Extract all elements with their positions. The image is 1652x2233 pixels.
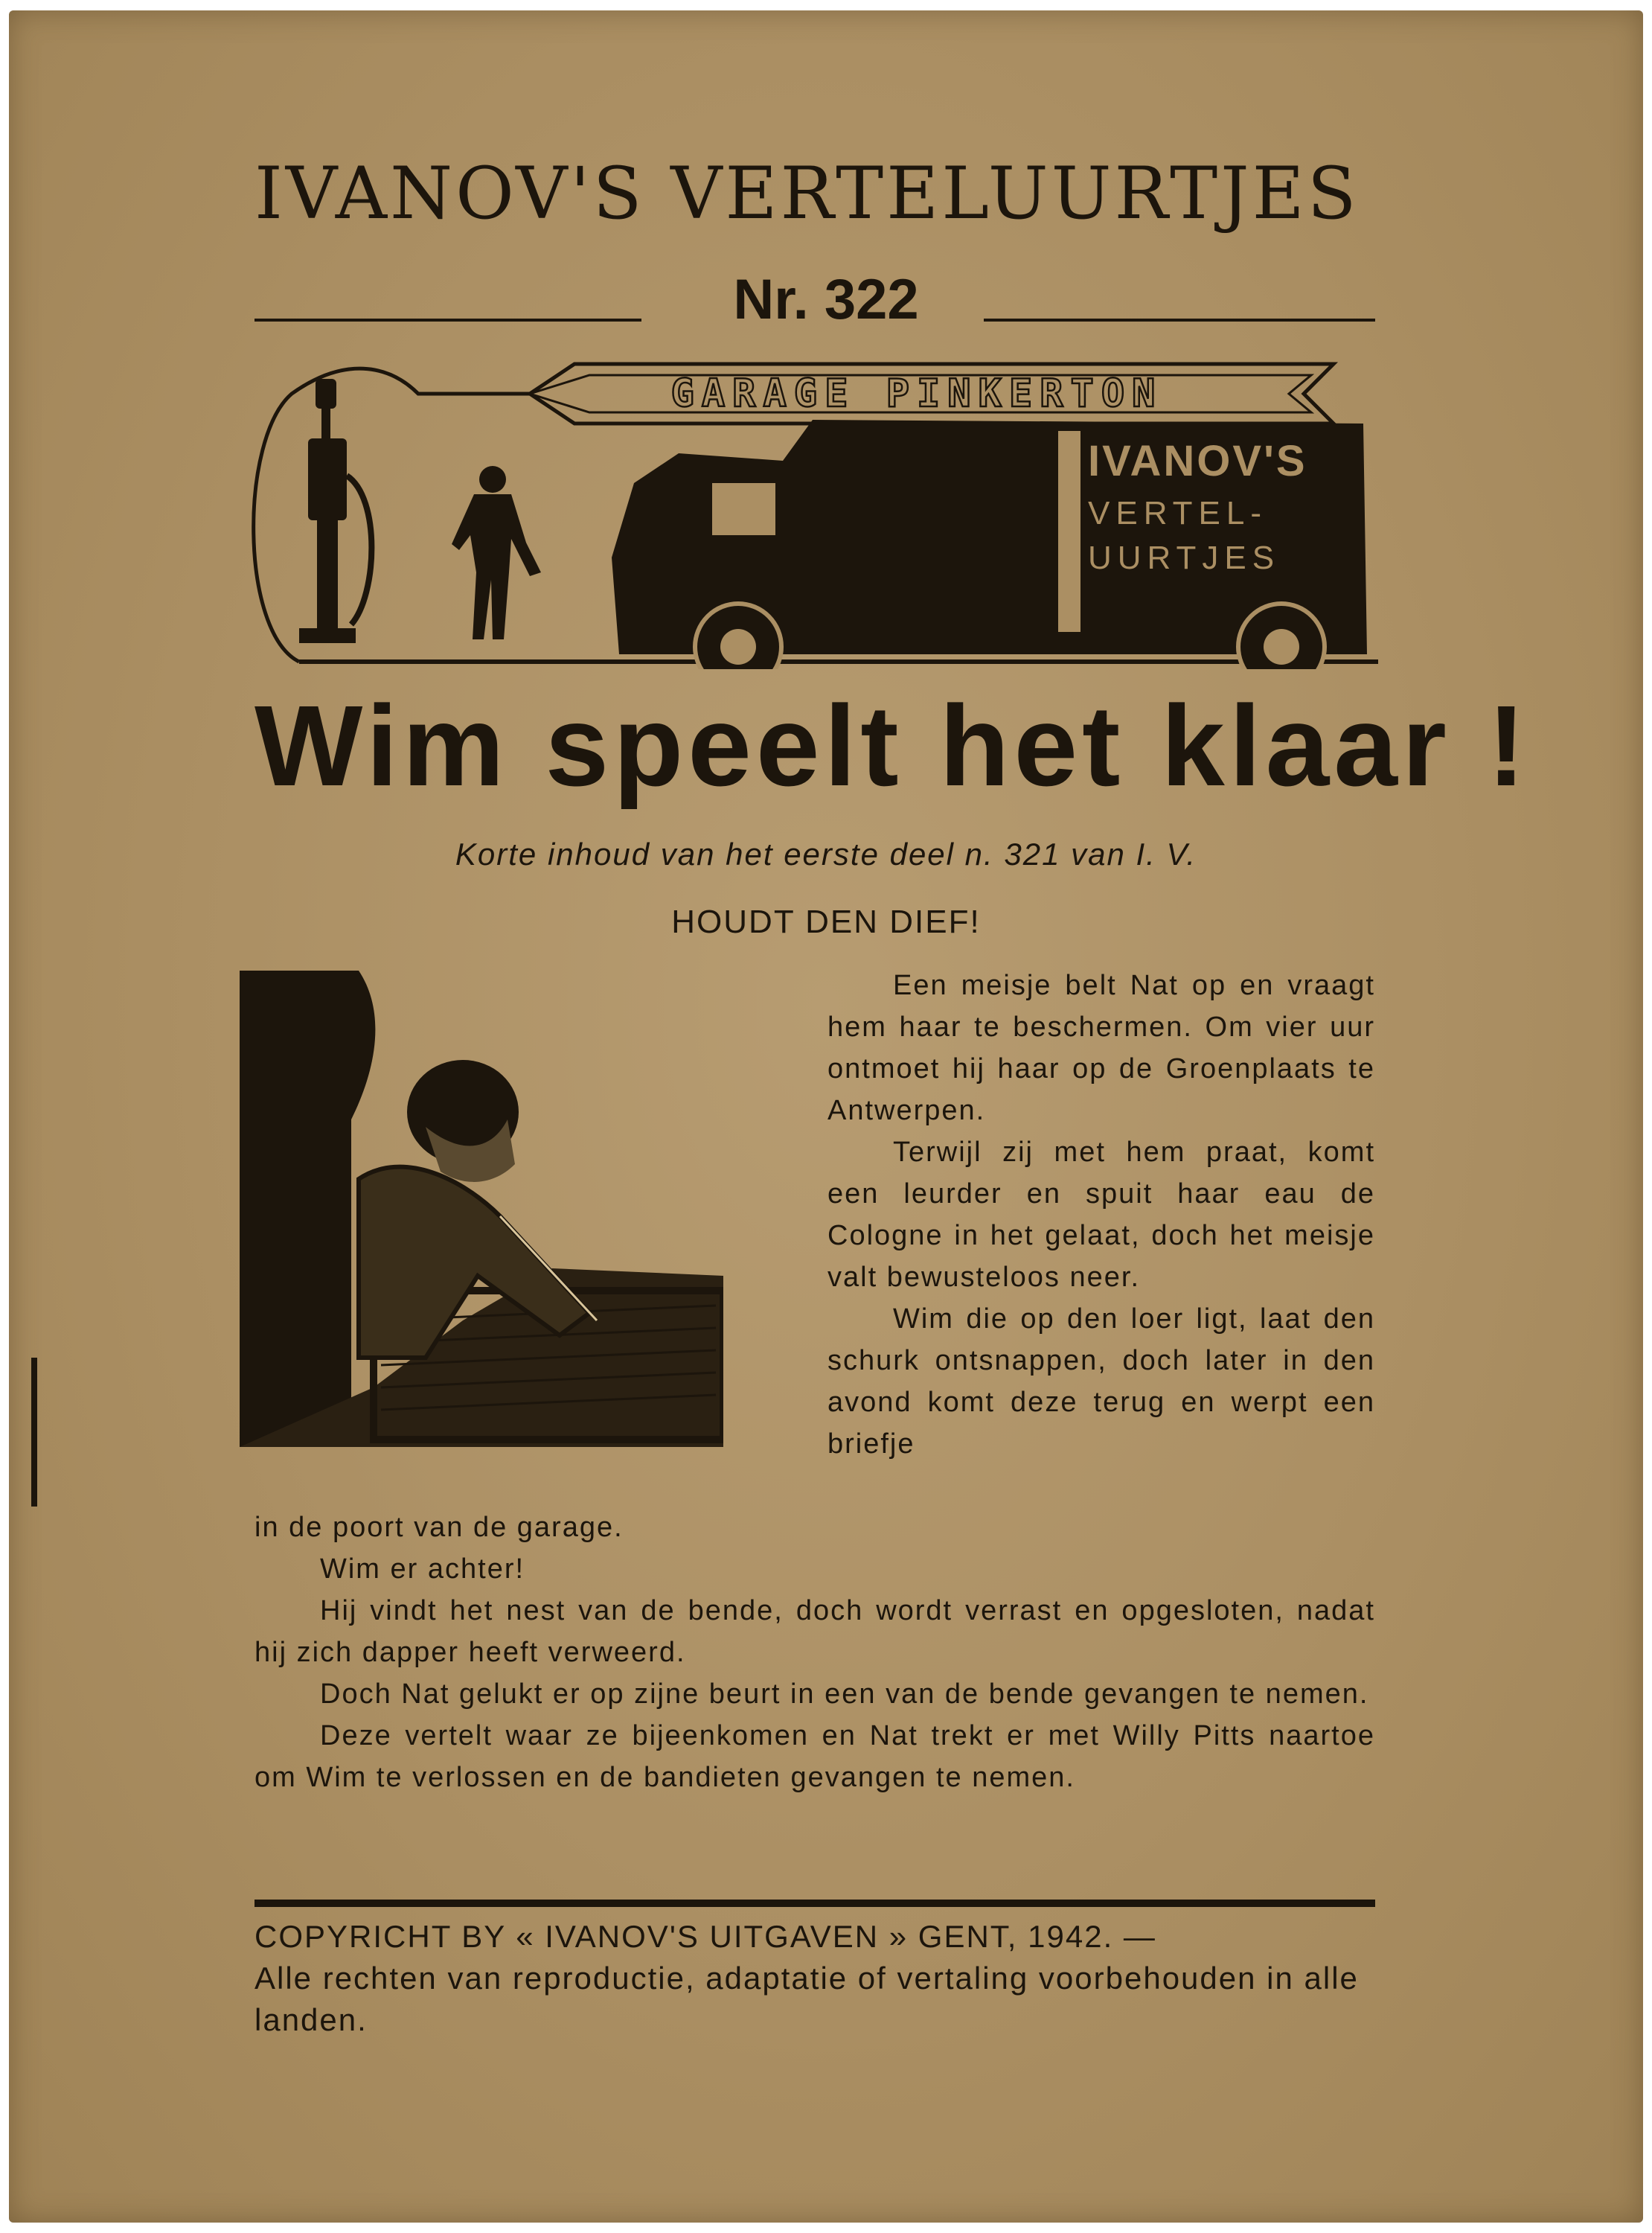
- van-lettering-2: VERTEL-: [1088, 495, 1268, 531]
- chapter-heading: HOUDT DEN DIEF!: [671, 904, 981, 940]
- staple-mark: [31, 1358, 37, 1507]
- summary-line: Korte inhoud van het eerste deel n. 321 van I. V.: [455, 837, 1197, 872]
- rights-notice: Alle rechten van reproductie, adaptatie of vertaling voorbehouden in alle landen.: [254, 1961, 1359, 2037]
- attendant-figure: [452, 466, 541, 639]
- issue-rule-right: [984, 319, 1375, 322]
- story-title: Wim speelt het klaar !: [254, 682, 1530, 810]
- body-paragraph: Wim er achter!: [320, 1553, 525, 1585]
- footer-divider: [254, 1900, 1375, 1907]
- van-lettering-3: UURTJES: [1088, 540, 1281, 576]
- van-lettering-1: IVANOV'S: [1088, 437, 1307, 485]
- body-paragraph: Terwijl zij met hem praat, komt een leurder en spuit haar eau de Cologne in het gelaat, doch het meisje valt bewusteloos neer.: [827, 1137, 1375, 1293]
- series-title: IVANOV'S VERTELUURTJES: [254, 152, 1360, 235]
- body-paragraph: Hij vindt het nest van de bende, doch wordt verrast en opgesloten, nadat hij zich dapper heeft verweerd.: [254, 1595, 1375, 1668]
- booklet-cover: [9, 10, 1643, 2223]
- banner-sign: GARAGE PINKERTON: [670, 371, 1163, 416]
- fuel-pump-icon: [299, 379, 371, 643]
- body-paragraph: Een meisje belt Nat op en vraagt hem haar te beschermen. Om vier uur ontmoet hij haar op de Groenplaats te Antwerpen.: [827, 970, 1375, 1126]
- body-paragraph: Doch Nat gelukt er op zijne beurt in een van de bende gevangen te nemen.: [320, 1678, 1369, 1710]
- copyright-line: COPYRICHT BY « IVANOV'S UITGAVEN » GENT, 1942. —: [254, 1919, 1156, 1954]
- body-paragraph: in de poort van de garage.: [254, 1512, 624, 1543]
- garage-illustration: [247, 349, 1386, 669]
- writer-illustration: [240, 971, 723, 1447]
- body-paragraph: Wim die op den loer ligt, laat den schurk ontsnappen, doch later in den avond komt deze terug en werpt een briefje: [827, 1303, 1375, 1460]
- issue-number: Nr. 322: [733, 268, 919, 331]
- body-paragraph: Deze vertelt waar ze bijeenkomen en Nat trekt er met Willy Pitts naartoe om Wim te verlossen en de bandieten gevangen te nemen.: [254, 1720, 1375, 1793]
- delivery-van-icon: [612, 420, 1367, 669]
